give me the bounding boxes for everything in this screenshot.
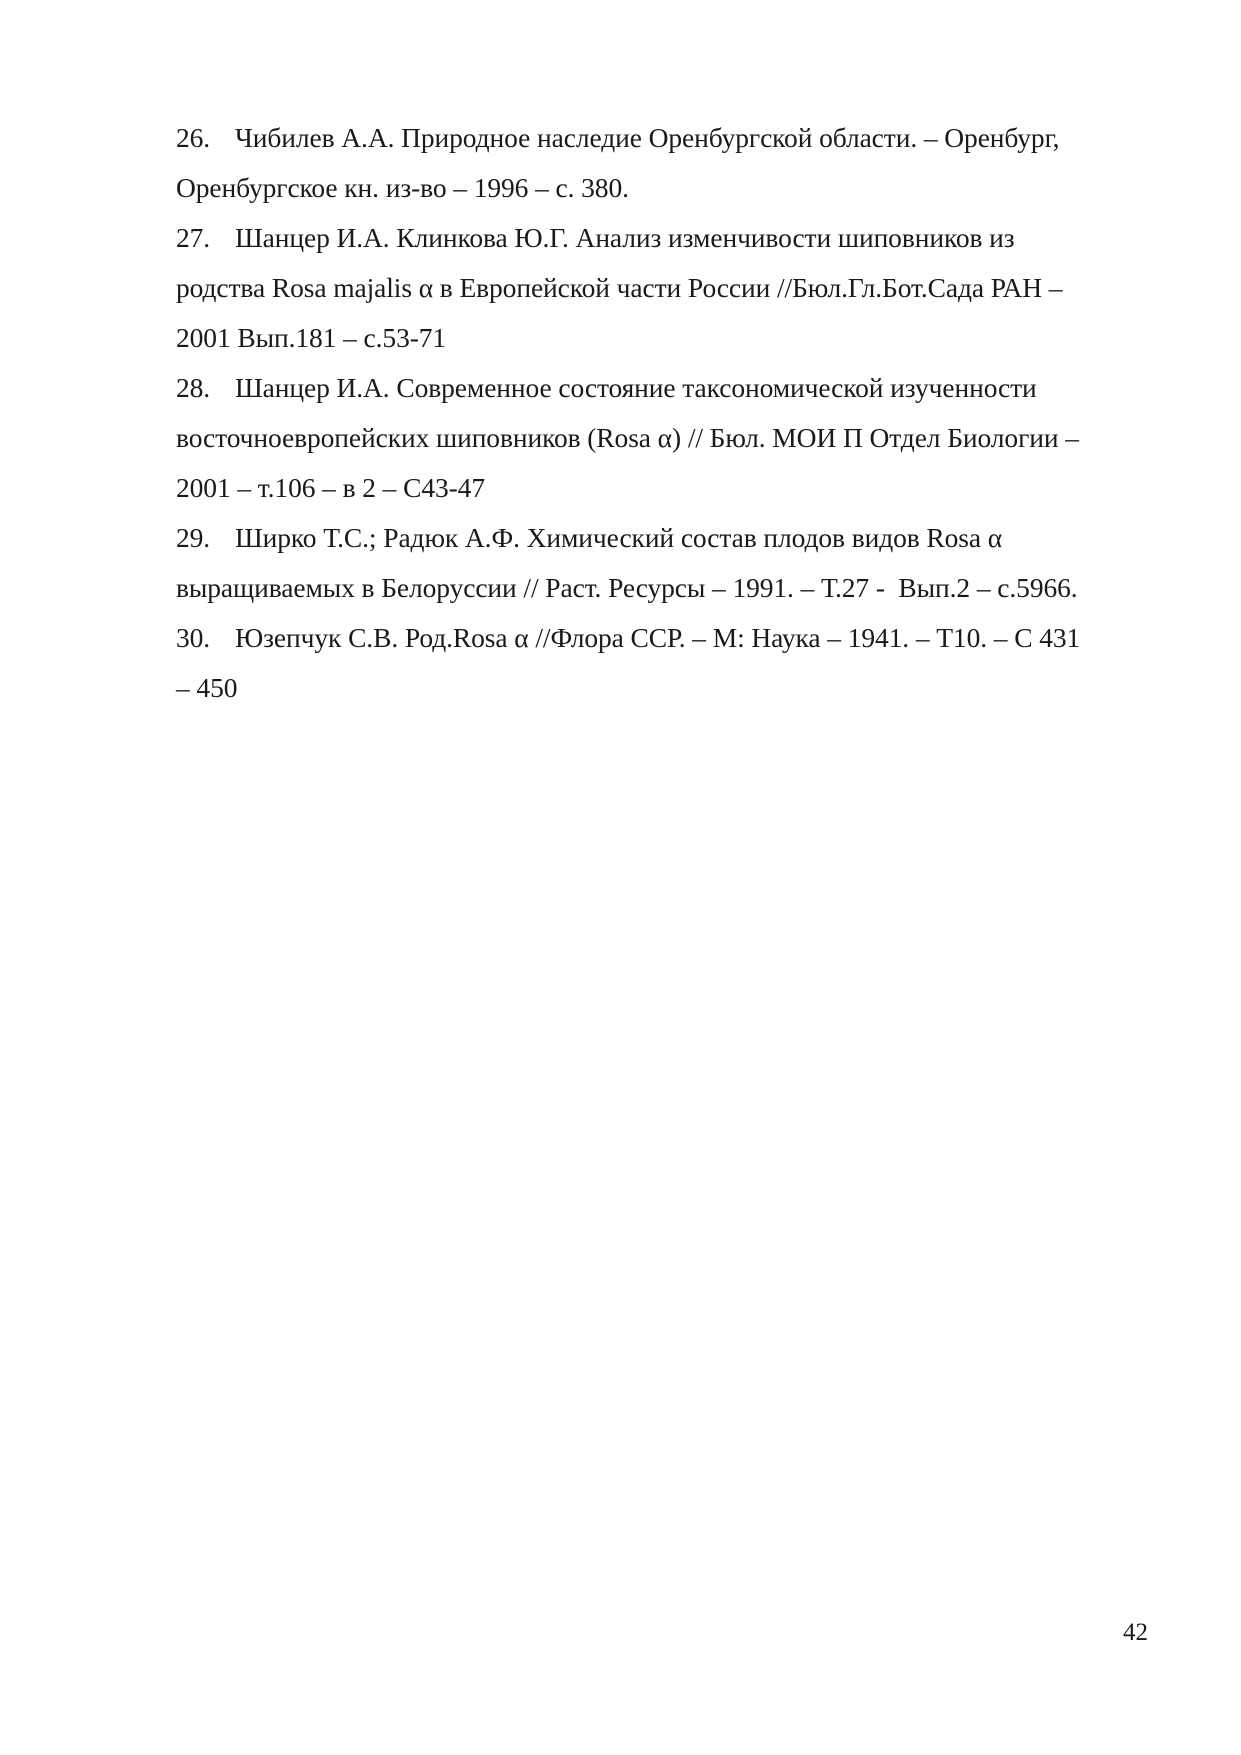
reference-first-line — [176, 613, 1146, 663]
reference-first-line — [176, 363, 1146, 413]
reference-continuation-line: 2001 Вып.181 – с.53-71 — [176, 322, 447, 353]
page-number: 42 — [1123, 1619, 1148, 1646]
reference-first-line — [176, 513, 1146, 563]
reference-text: Юзепчук С.В. Род.Rosa α //Флора ССР. – М: Наука – 1941. – Т10. – С 431 — [235, 622, 1081, 653]
reference-continuation-line: – 450 — [176, 672, 238, 703]
reference-item-30 — [176, 613, 1146, 713]
reference-number: 26. — [176, 122, 211, 153]
reference-first-line — [176, 113, 1146, 163]
reference-continuation-line: Оренбургское кн. из-во – 1996 – с. 380. — [176, 172, 629, 203]
reference-number: 30. — [176, 622, 211, 653]
reference-number: 29. — [176, 522, 211, 553]
reference-text: Ширко Т.С.; Радюк А.Ф. Химический состав плодов видов Rosa α — [235, 522, 1003, 553]
reference-continuation-line: родства Rosa majalis α в Европейской части России //Бюл.Гл.Бот.Сада РАН – — [176, 272, 1063, 303]
reference-text: Шанцер И.А. Современное состояние таксономической изученности — [235, 372, 1037, 403]
reference-number: 27. — [176, 222, 211, 253]
reference-item-28 — [176, 363, 1146, 513]
reference-text: Шанцер И.А. Клинкова Ю.Г. Анализ изменчивости шиповников из — [235, 222, 1015, 253]
reference-list — [176, 113, 1146, 713]
reference-number: 28. — [176, 372, 211, 403]
reference-continuation-line: 2001 – т.106 – в 2 – С43-47 — [176, 472, 485, 503]
reference-continuation-line: восточноевропейских шиповников (Rosa α) // Бюл. МОИ П Отдел Биологии – — [176, 422, 1079, 453]
reference-first-line — [176, 213, 1146, 263]
reference-item-29 — [176, 513, 1146, 613]
reference-item-27 — [176, 213, 1146, 363]
reference-text: Чибилев А.А. Природное наследие Оренбургской области. – Оренбург, — [235, 122, 1060, 153]
reference-item-26 — [176, 113, 1146, 213]
reference-continuation-line: выращиваемых в Белоруссии // Раст. Ресурсы – 1991. – Т.27 - Вып.2 – с.5966. — [176, 572, 1078, 603]
